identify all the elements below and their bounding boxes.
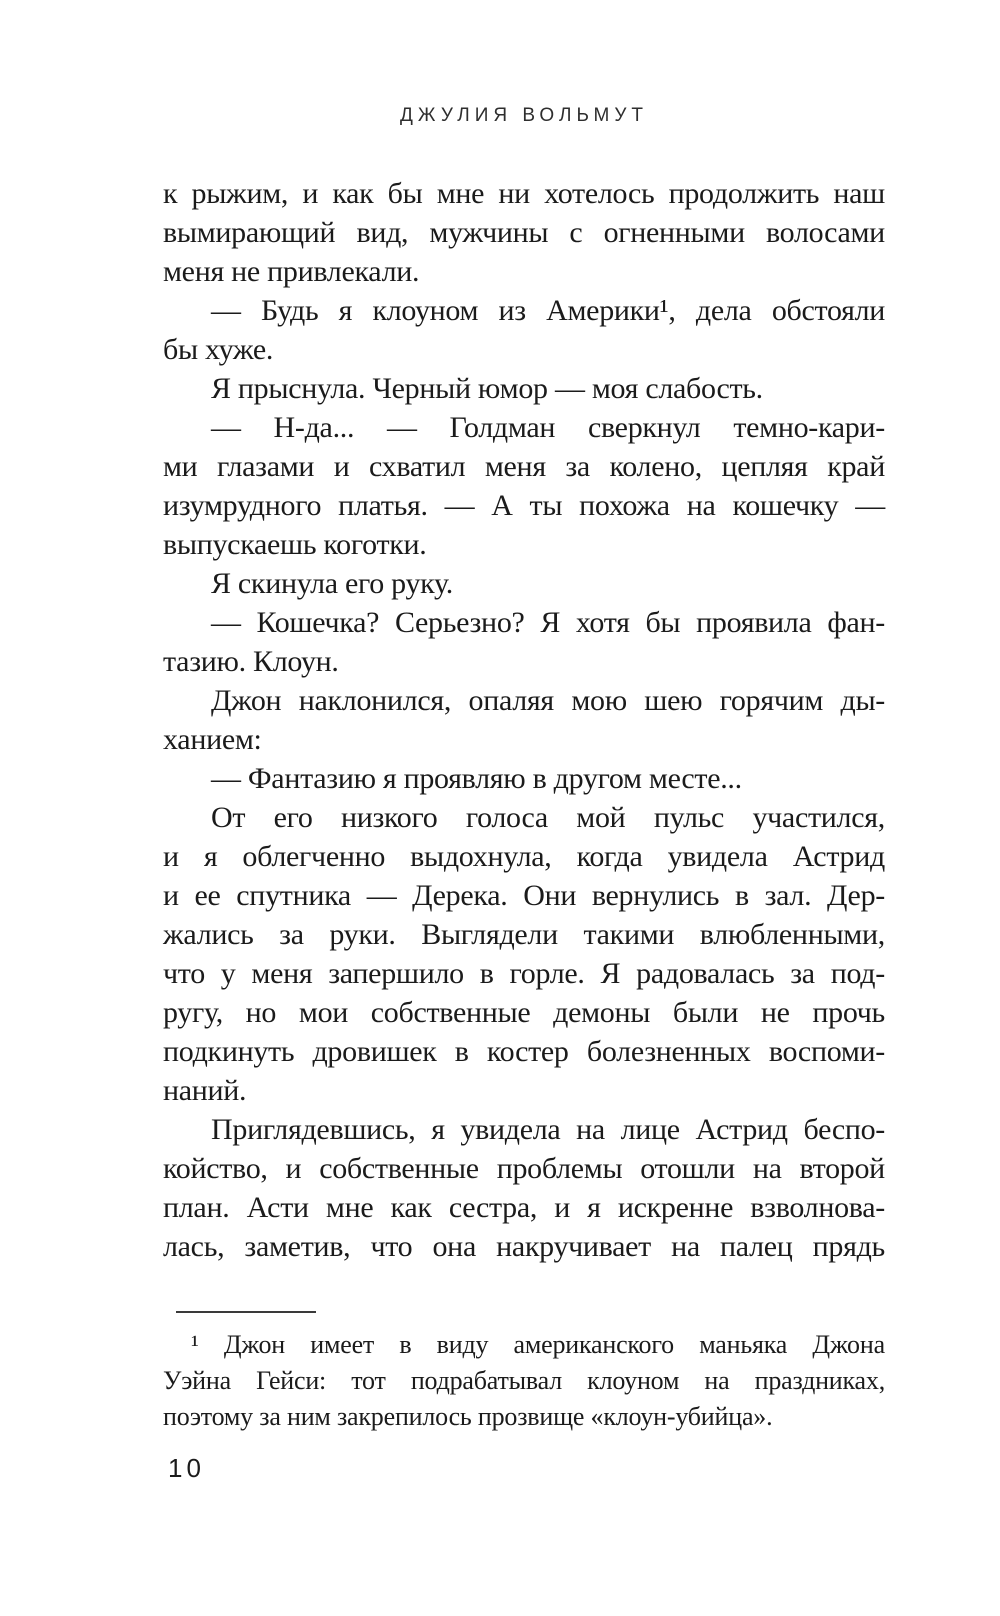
word: я [431,1113,445,1146]
word: за [279,918,304,951]
word: А [491,489,513,522]
body-text-line [163,174,885,213]
footnote-text-line [163,1363,885,1399]
word: праздниках, [754,1366,885,1395]
word: Они [523,879,577,912]
body-text-line [163,408,885,447]
word: из [498,294,526,327]
word: в [479,957,494,990]
word: под- [830,957,885,990]
word: Серьезно? [394,606,525,639]
footnote-text-line [163,1327,885,1363]
word: Выглядели [421,918,558,951]
word: сестра, [448,1191,538,1224]
body-text-line [163,876,885,915]
word: как [390,1191,432,1224]
word: Джон [211,684,282,717]
word: зал. [764,879,812,912]
body-text-line [163,1032,885,1071]
word: накручивает [496,1230,651,1263]
word: такими [583,918,675,951]
word: колено, [609,450,702,483]
word: беспо- [803,1113,885,1146]
body-text-line: — Фантазию я проявляю в другом месте... [211,762,742,795]
body-text-line [163,837,885,876]
word: Голдман [449,411,556,444]
word: радовалась [636,957,775,990]
word: — [855,489,885,522]
word: мою [571,684,627,717]
word: имеет [310,1330,375,1359]
word: что [370,1230,413,1263]
word: на [752,1152,782,1185]
word: его [273,801,313,834]
word: похожа [579,489,670,522]
word: прочь [812,996,885,1029]
word: тот [351,1366,386,1395]
word: и [554,1191,571,1224]
word: не [760,996,790,1029]
word: дела [695,294,752,327]
word: хотя [575,606,630,639]
word: кошечку [732,489,839,522]
word: мои [298,996,349,1029]
body-text-line [163,486,885,525]
word: ни [498,177,530,210]
word: — [211,411,241,444]
word: Будь [261,294,319,327]
word: Н-да... [273,411,355,444]
word: собственные [319,1152,479,1185]
word: были [672,996,739,1029]
word: ми [163,450,198,483]
word: на [671,1230,700,1263]
body-text-line: меня не привлекали. [163,255,420,288]
word: низкого [340,801,438,834]
word: горячим [719,684,824,717]
word: запершило [328,957,464,990]
word: мужчины [429,216,549,249]
word: сверкнул [587,411,701,444]
word: — [444,489,475,522]
word: хотелось [544,177,655,210]
word: у [220,957,236,990]
word: палец [720,1230,793,1263]
word: заметив, [244,1230,351,1263]
word: Дер- [827,879,885,912]
body-text-line [163,993,885,1032]
word: виду [436,1330,489,1359]
word: увидела [460,1113,561,1146]
word: с [569,216,583,249]
body-text-line [163,1149,885,1188]
word: — [211,606,241,639]
word: вернулись [591,879,720,912]
word: и [302,177,319,210]
word: участился, [752,801,885,834]
word: за [790,957,815,990]
word: — [387,411,417,444]
footnote-separator-rule [176,1311,316,1313]
word: на [686,489,716,522]
word: наш [833,177,885,210]
body-text-line [163,1188,885,1227]
word: на [576,1113,605,1146]
word: и [333,450,350,483]
word: мне [325,1191,374,1224]
word: жались [163,918,254,951]
body-text-line [163,954,885,993]
word: в [399,1330,412,1359]
word: — [366,879,397,912]
word: Я [540,606,561,639]
word: отошли [640,1152,735,1185]
body-text-line [163,603,885,642]
word: ругу, [163,996,223,1029]
body-text-line: выпускаешь коготки. [163,528,427,561]
word: выдохнула, [410,840,552,873]
word: прядь [812,1230,885,1263]
word: Астрид [695,1113,788,1146]
word: горле. [509,957,585,990]
word: Гейси: [256,1366,327,1395]
footnote-text-line: поэтому за ним закрепилось прозвище «клоун-убийца». [163,1402,773,1431]
body-text-block [163,174,885,1266]
body-text-line [163,1110,885,1149]
body-text-line [163,1227,885,1266]
footnote-block [163,1327,885,1435]
word: демоны [553,996,651,1029]
word: схватил [369,450,466,483]
word: я [587,1191,601,1224]
word: облегченно [242,840,386,873]
word: спутника [236,879,351,912]
word: обстояли [771,294,885,327]
word: темно-кари- [733,411,885,444]
word: ¹ [191,1330,199,1359]
word: в [454,1035,469,1068]
word: влюбленными, [699,918,885,951]
word: меня [251,957,313,990]
word: бы [645,606,681,639]
running-head: ДЖУЛИЯ ВОЛЬМУТ [399,105,649,126]
word: проявила [696,606,812,639]
word: рыжим, [191,177,289,210]
word: опаляя [468,684,554,717]
word: и [285,1152,302,1185]
body-text-line [163,213,885,252]
body-text-line [163,798,885,837]
body-text-line [163,681,885,720]
word: Приглядевшись, [211,1113,416,1146]
word: глазами [217,450,315,483]
word: ее [194,879,221,912]
word: подкинуть [163,1035,295,1068]
word: Я [600,957,621,990]
word: край [827,450,885,483]
word: маньяка [699,1330,788,1359]
body-text-line [163,915,885,954]
word: койство, [163,1152,268,1185]
word: От [211,801,246,834]
word: но [245,996,277,1029]
word: Джона [812,1330,885,1359]
word: Астрид [792,840,885,873]
word: костер [486,1035,569,1068]
word: собственные [370,996,531,1029]
word: когда [576,840,643,873]
word: продолжить [668,177,820,210]
word: подрабатывал [410,1366,562,1395]
body-text-line: Я прыснула. Черный юмор — моя слабость. [211,372,763,405]
body-text-line: наний. [163,1074,247,1107]
word: как [332,177,374,210]
body-text-line [163,447,885,486]
body-text-line: Я скинула его руку. [211,567,453,600]
word: в [734,879,749,912]
word: на [704,1366,730,1395]
word: Уэйна [163,1366,231,1395]
word: ты [529,489,563,522]
word: голоса [465,801,548,834]
word: и [163,879,179,912]
body-text-line: ханием: [163,723,262,756]
word: пульс [653,801,725,834]
word: я [203,840,218,873]
word: волосами [766,216,885,249]
word: клоуном [587,1366,680,1395]
word: и [163,840,179,873]
word: я [338,294,353,327]
word: дровишек [312,1035,437,1068]
word: огненными [603,216,745,249]
word: Джон [223,1330,286,1359]
word: вымирающий [163,216,336,249]
word: клоуном [372,294,479,327]
body-text-line: тазию. Клоун. [163,645,339,678]
word: изумрудного [163,489,322,522]
page-number: 10 [168,1453,205,1483]
word: американского [513,1330,674,1359]
word: лась, [163,1230,225,1263]
word: проблемы [496,1152,623,1185]
word: за [565,450,590,483]
word: что [163,957,205,990]
word: второй [799,1152,885,1185]
word: план. [163,1191,230,1224]
word: к [163,177,178,210]
word: наклонился, [298,684,452,717]
word: она [432,1230,476,1263]
word: фан- [827,606,885,639]
word: руки. [329,918,396,951]
word: болезненных [586,1035,751,1068]
body-text-line: бы хуже. [163,333,274,366]
word: мой [576,801,626,834]
word: меня [484,450,546,483]
word: шею [644,684,703,717]
word: вид, [356,216,409,249]
word: мне [436,177,485,210]
word: платья. [338,489,428,522]
word: ды- [840,684,885,717]
word: Дерека. [412,879,508,912]
word: Америки¹, [546,294,676,327]
word: лице [620,1113,680,1146]
word: цепляя [721,450,808,483]
body-text-line [163,291,885,330]
word: искренне [617,1191,734,1224]
word: Кошечка? [256,606,380,639]
word: воспоми- [768,1035,885,1068]
word: взволнова- [750,1191,885,1224]
word: — [211,294,241,327]
word: бы [387,177,423,210]
word: увидела [667,840,768,873]
word: Асти [246,1191,309,1224]
